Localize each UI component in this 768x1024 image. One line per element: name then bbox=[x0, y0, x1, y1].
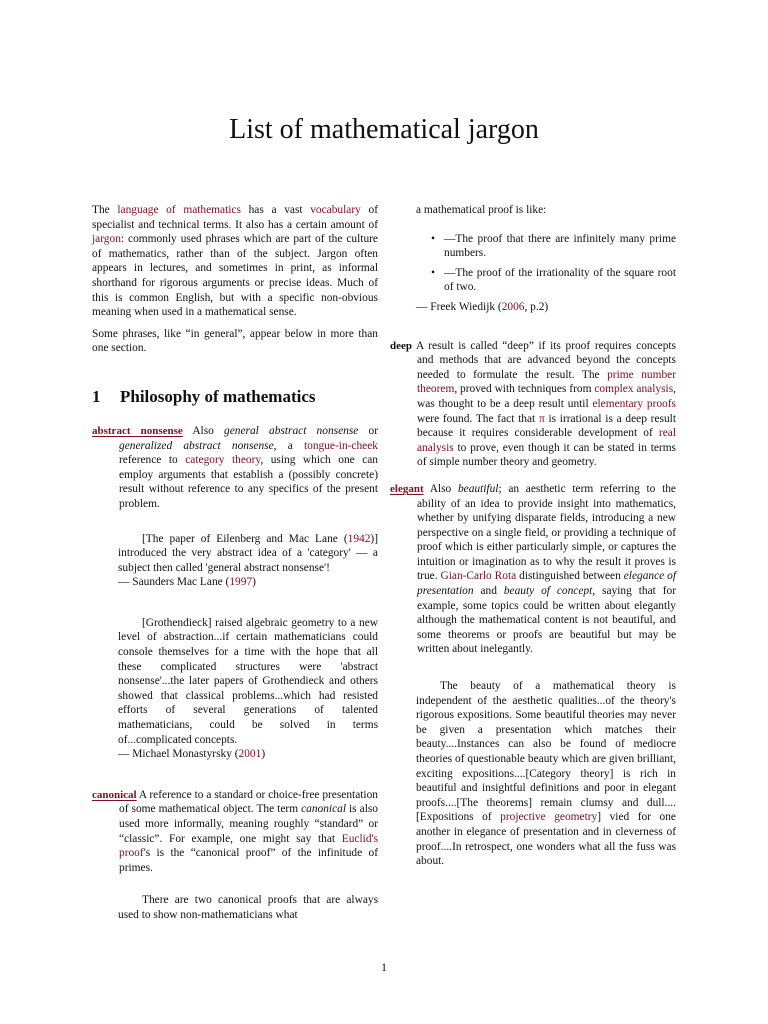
entry-elegant: elegant Also beautiful; an aesthetic term referring to the ability of an idea to provide insight into mathematics, whether by unifying disparate fields, introducing a new perspective on a single field, or providing a technique of proof which is either particularly simple, or captures the intuition or imagination as to why the result it proves is true. Gian-Carlo Rota distinguished between elegance of presentation and beauty of concept, saying that for example, some topics could be written about elegantly although the mathematical content is not beautiful, and some theorems or proofs are beautiful but may be written about inelegantly. bbox=[390, 482, 677, 656]
quote-rota: The beauty of a mathematical theory is independent of the aesthetic qualities...of the theory's rigorous expositions. Some beautiful theories may never be given a presentation which matches their beauty....Instances can also be found of mediocre theories of questionable beauty which are given brilliant, exciting expositions....[Category theory] is rich in beautiful and insightful definitions and poor in elegant proofs....[The theorems] remain clumsy and dull....[Expositions of projective geometry] vied for one another in elegance of presentation and in cleverness of proof....In retrospect, one wonders what all the fuss was about. bbox=[416, 680, 676, 868]
intro-paragraph-2: Some phrases, like “in general”, appear below in more than one section. bbox=[92, 327, 378, 355]
proof-list bbox=[416, 232, 676, 295]
quote-wiedijk-continued: a mathematical proof is like: • —The proof that there are infinitely many prime numbers. • —The proof of the irrationality of the square root of two. — Freek Wiedijk (2006, p.2) bbox=[390, 203, 676, 315]
link-vocabulary[interactable]: vocabulary bbox=[310, 204, 361, 216]
link-real-analysis[interactable]: real analysis bbox=[417, 427, 676, 454]
quote-attribution: — Saunders Mac Lane (1997) bbox=[118, 576, 256, 589]
quote-monastyrsky: [Grothendieck] raised algebraic geometry to a new level of abstraction...if certain mathematicians could console themselves for a time with the hope that all these complicated structures were 'abstract nonsense'...the later papers of Grothendieck and others showed that classical problems...which had resisted efforts of several generations of talented mathematicians, could be solved in terms of...complicated concepts. — Michael Monastyrsky (2001) bbox=[118, 616, 378, 761]
page-title: List of mathematical jargon bbox=[229, 114, 539, 145]
link-tongue-in-cheek[interactable]: tongue-in-cheek bbox=[303, 439, 378, 452]
term-elegant[interactable]: elegant bbox=[390, 482, 424, 495]
link-jargon[interactable]: jargon bbox=[92, 233, 121, 246]
link-prime-number-theorem[interactable]: prime number theorem bbox=[417, 368, 676, 396]
section-heading: 1 Philosophy of mathematics bbox=[92, 386, 316, 406]
link-1997[interactable]: 1997 bbox=[229, 576, 253, 589]
entry-canonical: canonical A reference to a standard or choice-free presentation of some mathematical object. The term canonical is also used more informally, meaning roughly “standard” or “classic”. For example, one might say that Euclid's proof's is the “canonical proof” of the infinitude of primes. bbox=[92, 788, 378, 874]
term-canonical[interactable]: canonical bbox=[92, 788, 137, 801]
entry-abstract-nonsense: abstract nonsense Also general abstract nonsense or generalized abstract nonsense, a tongue-in-cheek reference to category theory, using which one can employ arguments that establish a (possibly concrete) result without reference to any specifics of the present problem. bbox=[92, 424, 379, 510]
quote-attribution: — Michael Monastyrsky (2001) bbox=[118, 748, 266, 761]
list-item: • —The proof that there are infinitely many prime numbers. bbox=[416, 232, 676, 261]
link-2006[interactable]: 2006 bbox=[501, 300, 525, 313]
quote-mac-lane: [The paper of Eilenberg and Mac Lane (1942)] introduced the very abstract idea of a 'category' — a subject then called 'general abstract nonsense'! — Saunders Mac Lane (1997) bbox=[118, 532, 378, 589]
link-language-of-mathematics[interactable]: language of mathematics bbox=[117, 204, 241, 216]
left-column bbox=[92, 203, 378, 923]
list-item: • —The proof of the irrationality of the square root of two. bbox=[416, 266, 676, 295]
link-projective-geometry[interactable]: projective geometry bbox=[500, 811, 598, 824]
link-1942[interactable]: 1942 bbox=[347, 532, 371, 545]
term-deep[interactable]: deep bbox=[390, 339, 412, 352]
link-complex-analysis[interactable]: complex analysis bbox=[594, 383, 674, 396]
link-gian-carlo-rota[interactable]: Gian-Carlo Rota bbox=[440, 570, 517, 583]
page-number: 1 bbox=[381, 960, 387, 974]
term-abstract-nonsense[interactable]: abstract nonsense bbox=[92, 424, 183, 437]
intro-paragraph: The language of mathematics has a vast vocabulary of specialist and technical terms. It also has a certain amount of jargon: commonly used phrases which are part of the culture of mathematics, rather than of the subject. Jargon often appears in lectures, and sometimes in print, as informal shorthand for rigorous arguments or precise ideas. Much of this is common English, but with a specific non-obvious meaning when used in a mathematical sense. bbox=[92, 204, 378, 319]
quote-wiedijk-start: There are two canonical proofs that are always used to show non-mathematicians what bbox=[118, 894, 378, 921]
link-2001[interactable]: 2001 bbox=[238, 748, 262, 761]
link-elementary-proofs[interactable]: elementary proofs bbox=[592, 397, 676, 410]
link-pi[interactable]: π bbox=[538, 412, 545, 425]
right-column bbox=[390, 203, 676, 869]
link-category-theory[interactable]: category theory bbox=[185, 454, 261, 467]
link-euclids-proof[interactable]: Euclid's proof bbox=[119, 832, 378, 860]
entry-deep: deep A result is called “deep” if its proof requires concepts and methods that are advanced beyond the concepts needed to formulate the result. The prime number theorem, proved with techniques from complex analysis, was thought to be a deep result until elementary proofs were found. The fact that π is irrational is a deep result because it requires considerable development of real analysis to prove, even though it can be stated in terms of simple number theory and geometry. bbox=[390, 339, 676, 469]
quote-attribution: — Freek Wiedijk (2006, p.2) bbox=[416, 300, 549, 313]
